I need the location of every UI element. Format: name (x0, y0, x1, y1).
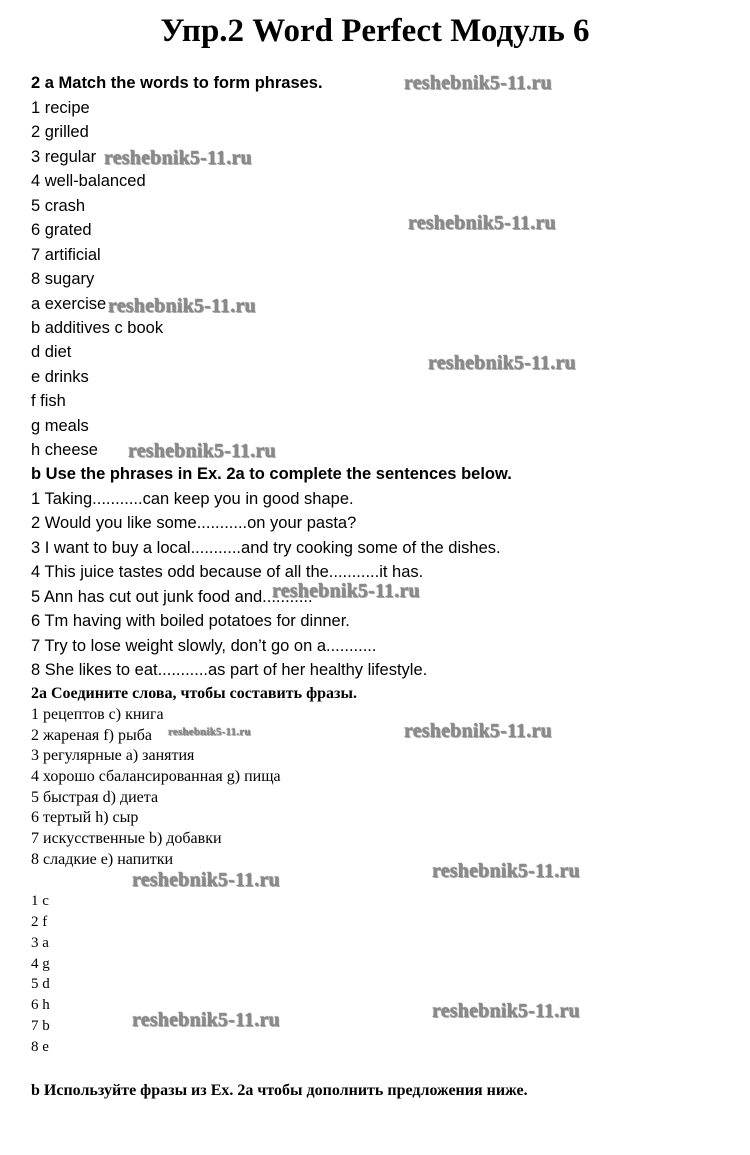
sentence: 8 She likes to eat...........as part of her healthy lifestyle. (31, 661, 428, 679)
list-item: 8 сладкие e) напитки (31, 851, 174, 868)
watermark: reshebnik5-11.ru (432, 860, 580, 882)
answer-item: 2 f (31, 914, 48, 930)
answer-item: 5 d (31, 976, 50, 992)
list-item: 8 sugary (31, 270, 95, 288)
answer-item: 1 c (31, 893, 49, 909)
list-item: 5 crash (31, 197, 86, 215)
page-title: Упр.2 Word Perfect Модуль 6 (160, 13, 590, 49)
list-item: b additives c book (31, 319, 164, 337)
watermark: reshebnik5-11.ru (432, 1000, 580, 1022)
sentence: 7 Try to lose weight slowly, don’t go on a........... (31, 637, 377, 655)
list-item: e drinks (31, 368, 89, 386)
watermark: reshebnik5-11.ru (404, 720, 552, 742)
list-item: 6 grated (31, 221, 92, 239)
answer-item: 7 b (31, 1018, 50, 1034)
list-item: 2 жареная f) рыба (31, 727, 152, 744)
list-item: 2 grilled (31, 123, 89, 141)
watermark: reshebnik5-11.ru (132, 1009, 280, 1031)
watermark: reshebnik5-11.ru (108, 295, 256, 317)
section-b-heading: b Use the phrases in Ex. 2a to complete the sentences below. (31, 465, 512, 483)
list-item: 1 рецептов c) книга (31, 706, 164, 723)
list-item: 3 регулярные a) занятия (31, 747, 195, 764)
list-item: a exercise (31, 295, 107, 313)
sentence: 3 I want to buy a local...........and try cooking some of the dishes. (31, 539, 501, 557)
sentence: 4 This juice tastes odd because of all the...........it has. (31, 563, 424, 581)
sentence: 6 Tm having with boiled potatoes for dinner. (31, 612, 350, 630)
list-item: 4 well-balanced (31, 172, 146, 190)
answer-item: 4 g (31, 956, 50, 972)
sentence: 2 Would you like some...........on your pasta? (31, 514, 357, 532)
watermark: reshebnik5-11.ru (404, 72, 552, 94)
watermark: reshebnik5-11.ru (272, 580, 420, 602)
watermark: reshebnik5-11.ru (168, 726, 251, 738)
ru-section-a-heading: 2a Соедините слова, чтобы составить фразы. (31, 685, 357, 702)
sentence: 1 Taking...........can keep you in good shape. (31, 490, 354, 508)
list-item: d diet (31, 343, 72, 361)
list-item: 7 искусственные b) добавки (31, 830, 222, 847)
answer-item: 8 e (31, 1039, 49, 1055)
list-item: h cheese (31, 441, 98, 459)
list-item: 4 хорошо сбалансированная g) пища (31, 768, 281, 785)
ru-section-b-heading: b Используйте фразы из Ex. 2a чтобы дополнить предложения ниже. (31, 1082, 528, 1099)
section-a-heading: 2 a Match the words to form phrases. (31, 74, 323, 92)
list-item: 6 тертый h) сыр (31, 809, 139, 826)
list-item: 1 recipe (31, 99, 90, 117)
list-item: f fish (31, 392, 66, 410)
watermark: reshebnik5-11.ru (128, 440, 276, 462)
watermark: reshebnik5-11.ru (104, 147, 252, 169)
watermark: reshebnik5-11.ru (132, 869, 280, 891)
watermark: reshebnik5-11.ru (428, 352, 576, 374)
list-item: g meals (31, 417, 89, 435)
watermark: reshebnik5-11.ru (408, 212, 556, 234)
answer-item: 6 h (31, 997, 50, 1013)
answer-item: 3 a (31, 935, 49, 951)
list-item: 7 artificial (31, 246, 101, 264)
list-item: 5 быстрая d) диета (31, 789, 159, 806)
list-item: 3 regular (31, 148, 97, 166)
sentence: 5 Ann has cut out junk food and........... (31, 588, 313, 606)
